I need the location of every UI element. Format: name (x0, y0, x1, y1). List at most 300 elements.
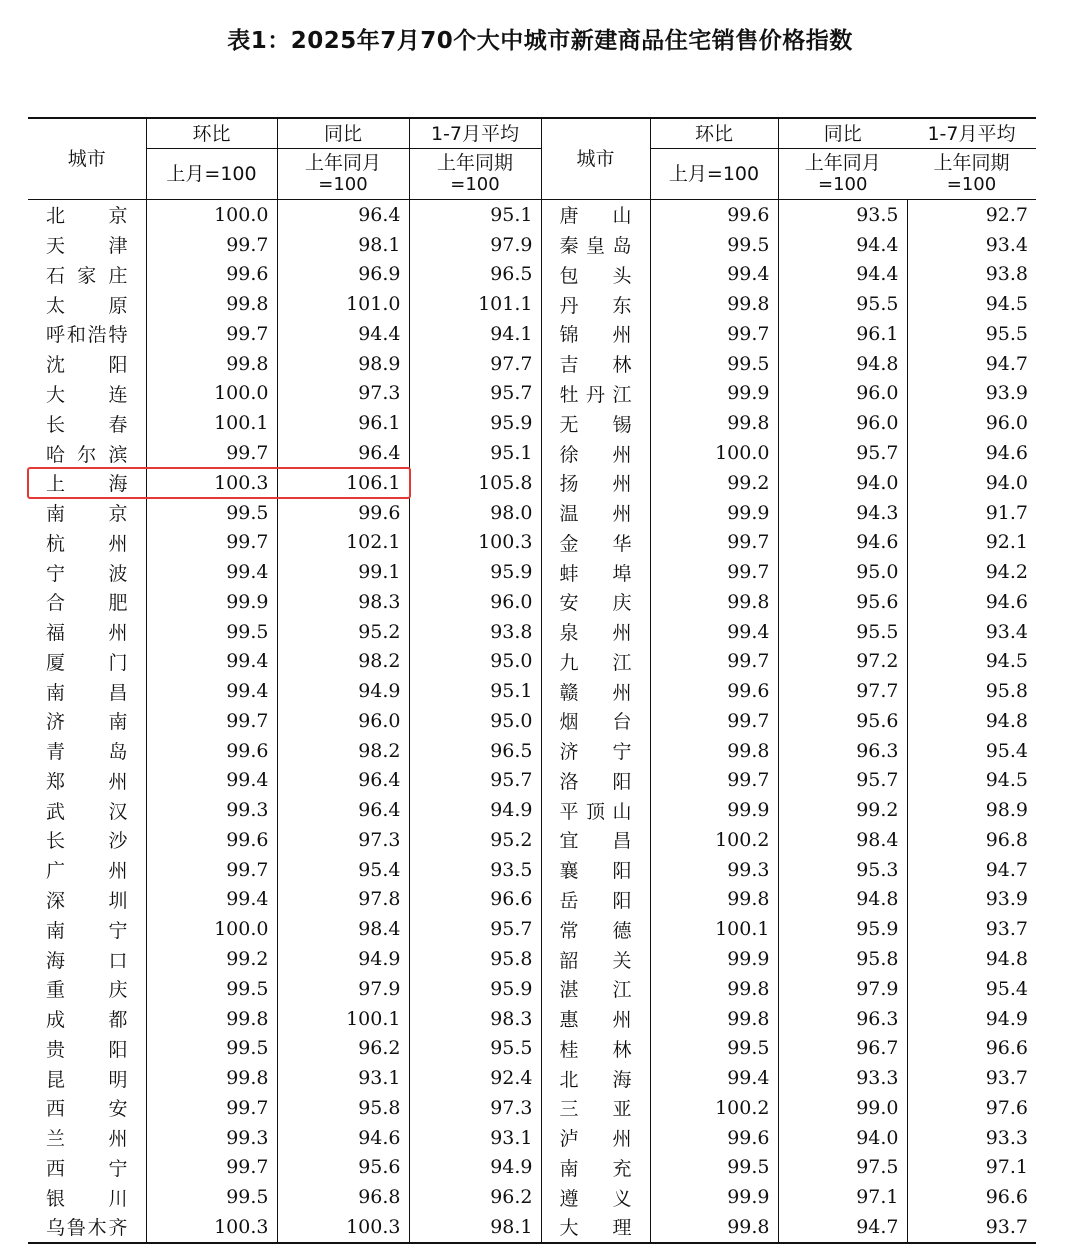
yoy-value: 96.1 (778, 319, 907, 349)
mom-value: 99.8 (146, 349, 277, 379)
table-row (28, 1093, 1036, 1123)
header-city-right: 城市 (541, 118, 650, 200)
avg-value: 97.1 (907, 1153, 1036, 1183)
yoy-value: 94.4 (277, 319, 409, 349)
city-name-text: 九江 (559, 651, 632, 674)
avg-value: 95.9 (409, 557, 541, 587)
city-name (541, 349, 650, 379)
avg-value: 98.0 (409, 498, 541, 528)
avg-value: 100.3 (409, 527, 541, 557)
yoy-value: 94.4 (778, 260, 907, 290)
city-name-text: 福州 (46, 622, 128, 645)
city-name-text: 烟台 (559, 711, 632, 734)
avg-value: 95.9 (409, 408, 541, 438)
yoy-value: 95.8 (277, 1093, 409, 1123)
mom-value: 99.7 (146, 230, 277, 260)
mom-value: 99.4 (650, 1063, 778, 1093)
city-name (541, 766, 650, 796)
mom-value: 99.2 (146, 944, 277, 974)
yoy-value: 98.4 (277, 914, 409, 944)
city-name (541, 468, 650, 498)
avg-value: 94.5 (907, 646, 1036, 676)
avg-value: 96.6 (409, 885, 541, 915)
city-name-text: 合肥 (46, 592, 128, 615)
mom-value: 99.5 (650, 349, 778, 379)
yoy-value: 100.1 (277, 1004, 409, 1034)
city-name (28, 557, 146, 587)
city-name-text: 南宁 (46, 919, 128, 942)
city-name (541, 795, 650, 825)
table-row (28, 736, 1036, 766)
mom-value: 99.7 (146, 706, 277, 736)
city-name (541, 260, 650, 290)
mom-value: 99.8 (650, 736, 778, 766)
city-name-text: 西宁 (46, 1157, 128, 1180)
mom-value: 99.6 (146, 736, 277, 766)
table-row (28, 557, 1036, 587)
mom-value: 100.2 (650, 825, 778, 855)
city-name (541, 438, 650, 468)
yoy-value: 96.9 (277, 260, 409, 290)
city-name-text: 常德 (559, 919, 632, 942)
avg-value: 95.1 (409, 438, 541, 468)
city-name-text: 杭州 (46, 532, 128, 555)
avg-value: 93.1 (409, 1123, 541, 1153)
city-name (28, 1153, 146, 1183)
city-name (541, 319, 650, 349)
city-name-text: 宁波 (46, 562, 128, 585)
yoy-value: 95.9 (778, 914, 907, 944)
city-name (28, 825, 146, 855)
city-name-text: 桂林 (559, 1038, 632, 1061)
header-avg-base-line1: 上年同期 (933, 152, 1010, 174)
mom-value: 99.4 (146, 557, 277, 587)
yoy-value: 95.7 (778, 766, 907, 796)
table-row (28, 1033, 1036, 1063)
city-name (28, 1212, 146, 1243)
yoy-value: 95.6 (277, 1153, 409, 1183)
city-name-text: 重庆 (46, 979, 128, 1002)
city-name (28, 527, 146, 557)
avg-value: 98.1 (409, 1212, 541, 1243)
city-name (28, 617, 146, 647)
header-city-left: 城市 (28, 118, 146, 200)
yoy-value: 98.2 (277, 646, 409, 676)
table-row (28, 766, 1036, 796)
city-name (541, 855, 650, 885)
avg-value: 96.0 (409, 587, 541, 617)
city-name-text: 石家庄 (46, 264, 128, 287)
city-name-text: 长春 (46, 413, 128, 436)
mom-value: 99.6 (650, 676, 778, 706)
yoy-value: 97.3 (277, 379, 409, 409)
yoy-value: 94.4 (778, 230, 907, 260)
mom-value: 99.4 (146, 885, 277, 915)
table-row (28, 974, 1036, 1004)
avg-value: 94.6 (907, 438, 1036, 468)
avg-value: 94.1 (409, 319, 541, 349)
mom-value: 99.8 (650, 289, 778, 319)
city-name-text: 赣州 (559, 681, 632, 704)
yoy-value: 96.1 (277, 408, 409, 438)
city-name (28, 914, 146, 944)
mom-value: 99.7 (146, 1153, 277, 1183)
table-row (28, 1063, 1036, 1093)
table-row (28, 646, 1036, 676)
avg-value: 92.4 (409, 1063, 541, 1093)
avg-value: 92.7 (907, 200, 1036, 230)
city-name-text: 北京 (46, 205, 128, 228)
mom-value: 100.0 (146, 914, 277, 944)
avg-value: 94.5 (907, 766, 1036, 796)
mom-value: 99.9 (650, 944, 778, 974)
avg-value: 95.8 (907, 676, 1036, 706)
header-yoy-base-left (277, 149, 409, 200)
mom-value: 99.5 (650, 1153, 778, 1183)
mom-value: 99.7 (650, 766, 778, 796)
city-name (28, 468, 146, 498)
mom-value: 99.6 (650, 200, 778, 230)
city-name-text: 西安 (46, 1098, 128, 1121)
yoy-value: 96.3 (778, 1004, 907, 1034)
avg-value: 94.7 (907, 855, 1036, 885)
avg-value: 94.8 (907, 706, 1036, 736)
city-name (541, 408, 650, 438)
header-avg-base-right (907, 149, 1036, 200)
avg-value: 91.7 (907, 498, 1036, 528)
city-name-text: 岳阳 (559, 889, 632, 912)
table-row (28, 676, 1036, 706)
yoy-value: 95.0 (778, 557, 907, 587)
yoy-value: 93.1 (277, 1063, 409, 1093)
mom-value: 99.7 (146, 1093, 277, 1123)
avg-value: 101.1 (409, 289, 541, 319)
city-name-text: 泉州 (559, 622, 632, 645)
header-yoy-base-line2: =100 (318, 174, 368, 195)
avg-value: 94.5 (907, 289, 1036, 319)
avg-value: 96.8 (907, 825, 1036, 855)
city-name (541, 587, 650, 617)
city-name-text: 韶关 (559, 949, 632, 972)
yoy-value: 98.9 (277, 349, 409, 379)
city-name-text: 无锡 (559, 413, 632, 436)
city-name-text: 秦皇岛 (559, 235, 632, 258)
table-row (28, 349, 1036, 379)
avg-value: 94.2 (907, 557, 1036, 587)
avg-value: 95.0 (409, 646, 541, 676)
city-name (541, 289, 650, 319)
city-name (541, 646, 650, 676)
yoy-value: 95.3 (778, 855, 907, 885)
city-name (28, 200, 146, 230)
city-name (28, 1123, 146, 1153)
city-name-text: 南充 (559, 1157, 632, 1180)
avg-value: 94.9 (907, 1004, 1036, 1034)
city-name (541, 944, 650, 974)
city-name-text: 遵义 (559, 1187, 632, 1210)
header-yoy-base-line2: =100 (818, 174, 868, 195)
yoy-value: 94.3 (778, 498, 907, 528)
yoy-value: 96.7 (778, 1033, 907, 1063)
mom-value: 99.8 (650, 974, 778, 1004)
avg-value: 93.5 (409, 855, 541, 885)
yoy-value: 97.3 (277, 825, 409, 855)
city-name-text: 贵阳 (46, 1038, 128, 1061)
city-name (541, 914, 650, 944)
city-name-text: 太原 (46, 294, 128, 317)
mom-value: 99.6 (146, 260, 277, 290)
city-name-text: 沈阳 (46, 354, 128, 377)
city-name (28, 855, 146, 885)
yoy-value: 97.5 (778, 1153, 907, 1183)
avg-value: 96.6 (907, 1182, 1036, 1212)
mom-value: 99.4 (650, 617, 778, 647)
yoy-value: 94.0 (778, 1123, 907, 1153)
mom-value: 100.2 (650, 1093, 778, 1123)
city-name (28, 736, 146, 766)
mom-value: 99.3 (146, 1123, 277, 1153)
yoy-value: 94.8 (778, 885, 907, 915)
city-name-text: 襄阳 (559, 860, 632, 883)
city-name (28, 1182, 146, 1212)
yoy-value: 99.0 (778, 1093, 907, 1123)
city-name-text: 唐山 (559, 205, 632, 228)
yoy-value: 98.3 (277, 587, 409, 617)
mom-value: 99.7 (650, 646, 778, 676)
avg-value: 97.3 (409, 1093, 541, 1123)
table-row (28, 200, 1036, 230)
avg-value: 94.9 (409, 795, 541, 825)
yoy-value: 97.9 (778, 974, 907, 1004)
header-yoy-right: 同比 (778, 118, 907, 149)
city-name (541, 825, 650, 855)
avg-value: 97.9 (409, 230, 541, 260)
city-name-text: 湛江 (559, 979, 632, 1002)
city-name-text: 长沙 (46, 830, 128, 853)
yoy-value: 95.4 (277, 855, 409, 885)
city-name (541, 1123, 650, 1153)
city-name (28, 646, 146, 676)
avg-value: 94.7 (907, 349, 1036, 379)
city-name-text: 惠州 (559, 1009, 632, 1032)
header-yoy-base-right (778, 149, 907, 200)
city-name-text: 金华 (559, 532, 632, 555)
city-name (541, 974, 650, 1004)
mom-value: 99.7 (146, 319, 277, 349)
yoy-value: 95.7 (778, 438, 907, 468)
city-name (28, 1004, 146, 1034)
city-name (28, 1063, 146, 1093)
avg-value: 95.1 (409, 676, 541, 706)
city-name-text: 三亚 (559, 1098, 632, 1121)
table-row (28, 468, 1036, 498)
table-row (28, 319, 1036, 349)
mom-value: 99.9 (650, 379, 778, 409)
yoy-value: 95.5 (778, 617, 907, 647)
city-name-text: 厦门 (46, 651, 128, 674)
yoy-value: 96.0 (778, 408, 907, 438)
mom-value: 99.4 (146, 676, 277, 706)
mom-value: 99.8 (146, 1063, 277, 1093)
yoy-value: 96.4 (277, 766, 409, 796)
yoy-value: 99.2 (778, 795, 907, 825)
avg-value: 95.4 (907, 736, 1036, 766)
mom-value: 100.0 (146, 200, 277, 230)
avg-value: 95.8 (409, 944, 541, 974)
avg-value: 93.8 (907, 260, 1036, 290)
city-name-text: 北海 (559, 1068, 632, 1091)
yoy-value: 102.1 (277, 527, 409, 557)
city-name (541, 676, 650, 706)
yoy-value: 98.2 (277, 736, 409, 766)
city-name (541, 1182, 650, 1212)
city-name (28, 587, 146, 617)
city-name-text: 深圳 (46, 889, 128, 912)
avg-value: 97.7 (409, 349, 541, 379)
header-avg-base-line1: 上年同期 (436, 152, 513, 174)
yoy-value: 97.7 (778, 676, 907, 706)
mom-value: 99.7 (146, 438, 277, 468)
avg-value: 95.5 (409, 1033, 541, 1063)
city-name-text: 青岛 (46, 741, 128, 764)
mom-value: 99.4 (146, 646, 277, 676)
yoy-value: 93.3 (778, 1063, 907, 1093)
page-title: 表1：2025年7月70个大中城市新建商品住宅销售价格指数 (227, 28, 853, 54)
avg-value: 92.1 (907, 527, 1036, 557)
table-row (28, 1123, 1036, 1153)
avg-value: 94.8 (907, 944, 1036, 974)
city-name (541, 557, 650, 587)
city-name-text: 郑州 (46, 770, 128, 793)
yoy-value: 96.0 (277, 706, 409, 736)
yoy-value: 97.1 (778, 1182, 907, 1212)
city-name-text: 上海 (46, 473, 128, 496)
yoy-value: 94.9 (277, 944, 409, 974)
table-row (28, 438, 1036, 468)
city-name (28, 974, 146, 1004)
yoy-value: 97.9 (277, 974, 409, 1004)
city-name-text: 南京 (46, 503, 128, 526)
avg-value: 96.6 (907, 1033, 1036, 1063)
yoy-value: 96.8 (277, 1182, 409, 1212)
city-name-text: 海口 (46, 949, 128, 972)
city-name (28, 438, 146, 468)
yoy-value: 95.8 (778, 944, 907, 974)
city-name-text: 济宁 (559, 741, 632, 764)
mom-value: 100.3 (146, 1212, 277, 1243)
city-name (28, 795, 146, 825)
yoy-value: 95.6 (778, 587, 907, 617)
mom-value: 100.3 (146, 468, 277, 498)
avg-value: 96.5 (409, 260, 541, 290)
mom-value: 99.4 (650, 260, 778, 290)
city-name (541, 1033, 650, 1063)
city-name (28, 944, 146, 974)
city-name-text: 昆明 (46, 1068, 128, 1091)
yoy-value: 96.0 (778, 379, 907, 409)
mom-value: 100.0 (146, 379, 277, 409)
city-name-text: 兰州 (46, 1128, 128, 1151)
avg-value: 96.5 (409, 736, 541, 766)
city-name (541, 527, 650, 557)
city-name (28, 289, 146, 319)
avg-value: 93.7 (907, 914, 1036, 944)
city-name (28, 1033, 146, 1063)
header-avg-right: 1-7月平均 (907, 118, 1036, 149)
avg-value: 95.7 (409, 914, 541, 944)
city-name (28, 498, 146, 528)
yoy-value: 95.5 (778, 289, 907, 319)
table-row (28, 260, 1036, 290)
avg-value: 95.1 (409, 200, 541, 230)
mom-value: 99.7 (650, 706, 778, 736)
mom-value: 99.8 (650, 1004, 778, 1034)
city-name-text: 宜昌 (559, 830, 632, 853)
city-name (541, 200, 650, 230)
mom-value: 99.4 (146, 766, 277, 796)
header-mom-right: 环比 (650, 118, 778, 149)
mom-value: 99.3 (650, 855, 778, 885)
mom-value: 99.7 (146, 855, 277, 885)
mom-value: 99.2 (650, 468, 778, 498)
header-avg-base-left (409, 149, 541, 200)
table-row (28, 1212, 1036, 1243)
header-mom-base-left: 上月=100 (146, 149, 277, 200)
avg-value: 93.7 (907, 1063, 1036, 1093)
avg-value: 95.2 (409, 825, 541, 855)
yoy-value: 99.6 (277, 498, 409, 528)
avg-value: 96.2 (409, 1182, 541, 1212)
yoy-value: 97.2 (778, 646, 907, 676)
avg-value: 97.6 (907, 1093, 1036, 1123)
mom-value: 100.0 (650, 438, 778, 468)
city-name (28, 676, 146, 706)
mom-value: 99.9 (146, 587, 277, 617)
yoy-value: 94.7 (778, 1212, 907, 1243)
avg-value: 94.0 (907, 468, 1036, 498)
city-name-text: 天津 (46, 235, 128, 258)
city-name-text: 徐州 (559, 443, 632, 466)
yoy-value: 96.4 (277, 795, 409, 825)
header-mom-base-right: 上月=100 (650, 149, 778, 200)
yoy-value: 96.4 (277, 438, 409, 468)
table-row (28, 587, 1036, 617)
city-name (541, 1004, 650, 1034)
city-name (28, 885, 146, 915)
mom-value: 100.1 (146, 408, 277, 438)
city-name-text: 牡丹江 (559, 383, 632, 406)
yoy-value: 95.6 (778, 706, 907, 736)
city-name-text: 南昌 (46, 681, 128, 704)
mom-value: 99.9 (650, 1182, 778, 1212)
city-name-text: 济南 (46, 711, 128, 734)
table-row (28, 230, 1036, 260)
mom-value: 99.6 (146, 825, 277, 855)
yoy-value: 96.3 (778, 736, 907, 766)
table-row (28, 1153, 1036, 1183)
city-name (541, 1212, 650, 1243)
yoy-value: 94.6 (277, 1123, 409, 1153)
avg-value: 105.8 (409, 468, 541, 498)
table-body (28, 200, 1036, 1243)
city-name (541, 885, 650, 915)
avg-value: 95.7 (409, 379, 541, 409)
city-name-text: 武汉 (46, 800, 128, 823)
city-name-text: 安庆 (559, 592, 632, 615)
mom-value: 99.8 (650, 587, 778, 617)
city-name (28, 1093, 146, 1123)
yoy-value: 94.6 (778, 527, 907, 557)
